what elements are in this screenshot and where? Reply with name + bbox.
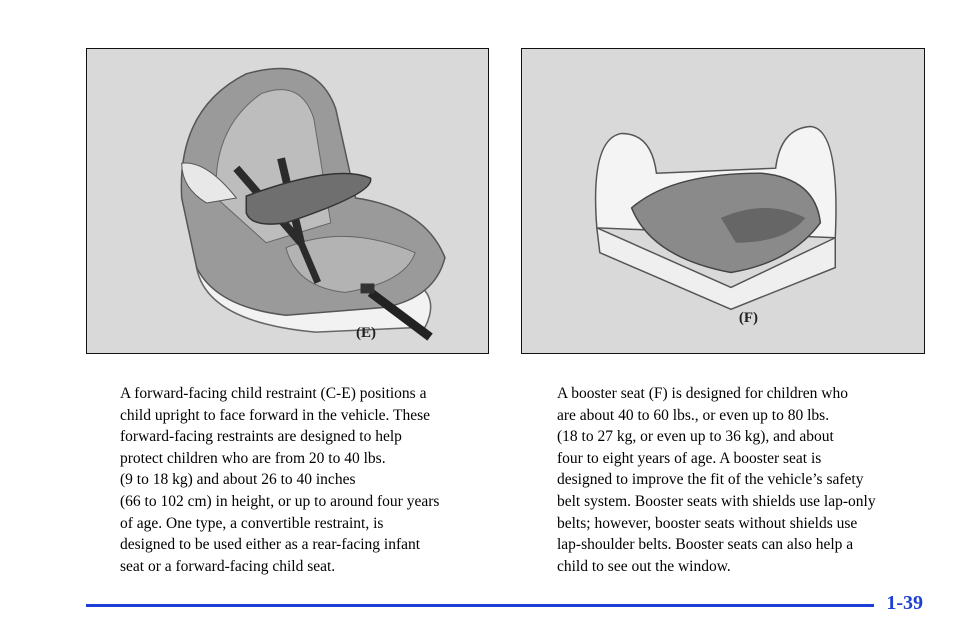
text-line: child upright to face forward in the vehicle. These	[120, 406, 431, 424]
text-line: are about 40 to 60 lbs., or even up to 80 lbs.	[557, 406, 830, 424]
text-line: (66 to 102 cm) in height, or up to around four years	[120, 492, 440, 510]
footer-rule	[86, 604, 874, 607]
page-number: 1-39	[886, 592, 923, 614]
text-line: A forward-facing child restraint (C-E) positions a	[120, 385, 427, 402]
text-line: designed to improve the fit of the vehicle’s safety	[557, 471, 864, 489]
text-line: of age. One type, a convertible restraint, is	[120, 514, 384, 532]
text-line: seat or a forward-facing child seat.	[120, 557, 336, 575]
booster-seat-illustration	[522, 49, 924, 353]
figure-forward-facing-child-restraint	[86, 48, 489, 354]
figure-booster-seat	[521, 48, 925, 354]
text-line: belts; however, booster seats without shields use	[557, 514, 858, 532]
forward-facing-seat-illustration	[87, 49, 488, 353]
text-line: child to see out the window.	[557, 557, 731, 575]
text-line: (9 to 18 kg) and about 26 to 40 inches	[120, 471, 356, 489]
text-line: (18 to 27 kg, or even up to 36 kg), and about	[557, 428, 834, 446]
text-line: forward-facing restraints are designed to help	[120, 428, 402, 446]
text-line: belt system. Booster seats with shields use lap-only	[557, 492, 876, 510]
text-line: protect children who are from 20 to 40 lbs.	[120, 449, 386, 467]
text-line: designed to be used either as a rear-facing infant	[120, 536, 421, 554]
paragraph-booster-seat	[557, 383, 937, 577]
figure-label-f: (F)	[738, 310, 758, 326]
paragraph-forward-facing-restraint	[120, 383, 500, 577]
text-line: four to eight years of age. A booster seat is	[557, 449, 822, 467]
text-line: A booster seat (F) is designed for children who	[557, 385, 848, 402]
figure-label-e: (E)	[356, 325, 376, 341]
text-line: lap-shoulder belts. Booster seats can also help a	[557, 536, 854, 554]
